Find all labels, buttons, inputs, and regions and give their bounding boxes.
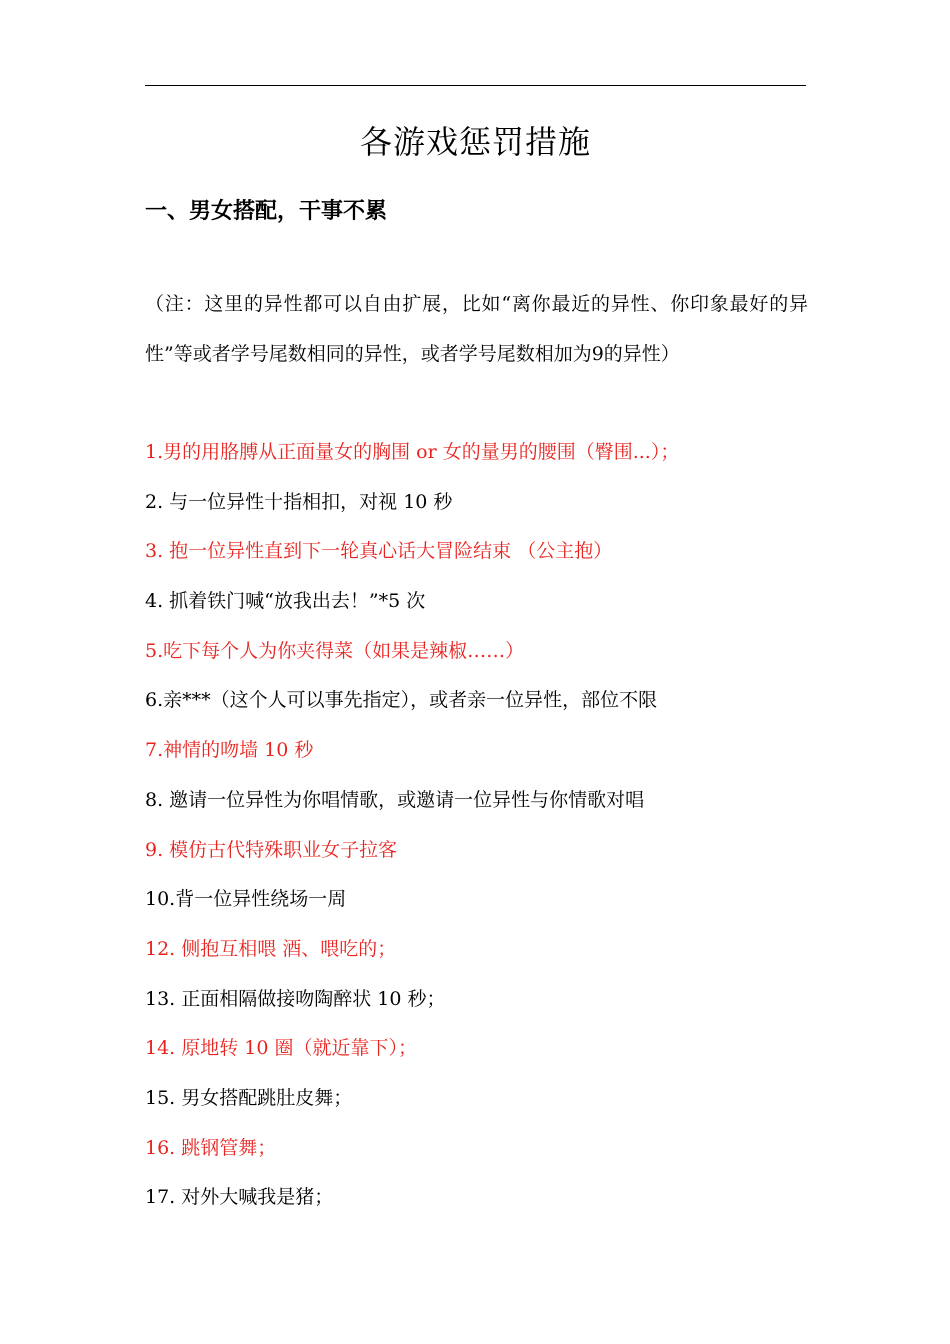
list-item: 2. 与一位异性十指相扣，对视 10 秒 [145, 490, 453, 513]
list-item: 15. 男女搭配跳肚皮舞； [145, 1086, 353, 1109]
list-item: 13. 正面相隔做接吻陶醉状 10 秒； [145, 987, 446, 1010]
list-item: 1.男的用胳膊从正面量女的胸围 or 女的量男的腰围（臀围...）； [145, 441, 680, 463]
list-item: 4. 抓着铁门喊“放我出去！”*5 次 [145, 590, 426, 613]
note-paragraph: （注：这里的异性都可以自由扩展，比如“离你最近的异性、你印象最好的异性”等或者学号尾数相同的异性，或者学号尾数相加为9的异性） [145, 293, 808, 365]
list-item: 16. 跳钢管舞； [145, 1136, 277, 1159]
list-item: 3. 抱一位异性直到下一轮真心话大冒险结束 （公主抱） [145, 540, 613, 563]
penalty-list [145, 428, 808, 1223]
document-title: 各游戏惩罚措施 [359, 123, 591, 161]
list-item: 8. 邀请一位异性为你唱情歌，或邀请一位异性与你情歌对唱 [145, 788, 645, 811]
list-item: 9. 模仿古代特殊职业女子拉客 [145, 838, 398, 861]
header-rule [145, 85, 806, 86]
list-item: 17. 对外大喊我是猪； [145, 1186, 334, 1209]
section-heading: 一、男女搭配，干事不累 [145, 199, 388, 224]
list-item: 5.吃下每个人为你夹得菜（如果是辣椒……） [145, 639, 525, 662]
list-item: 12. 侧抱互相喂 酒、喂吃的； [145, 937, 397, 960]
list-item: 7.神情的吻墙 10 秒 [145, 739, 314, 762]
list-item: 6.亲***（这个人可以事先指定），或者亲一位异性，部位不限 [145, 689, 658, 712]
list-item: 10.背一位异性绕场一周 [145, 888, 347, 911]
list-item: 14. 原地转 10 圈（就近靠下）； [145, 1037, 418, 1060]
